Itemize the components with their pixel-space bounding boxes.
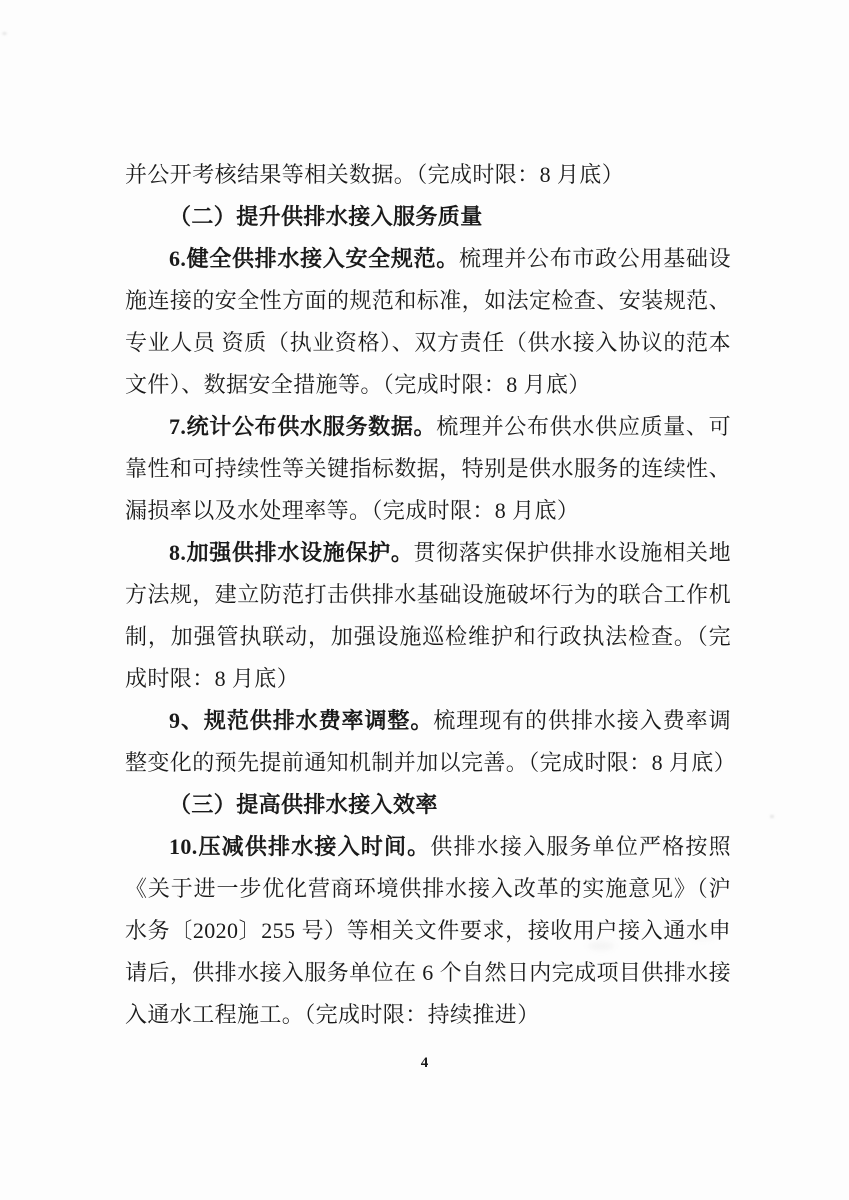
bold-run: 7.统计公布供水服务数据。	[169, 414, 437, 439]
heading-section-2	[125, 196, 731, 238]
bold-run: 9、规范供排水费率调整。	[169, 708, 434, 733]
text-run: 贯彻落实保护供排水设施相关地方法规，建立防范打击供排水基础设施破坏行为的联合工作机制，加强管执联动，加强设施巡检维护和行政执法检查。（完成时限：8 月底）	[125, 540, 731, 691]
item-7	[125, 406, 731, 532]
item-8	[125, 532, 731, 700]
bold-run: 6.健全供排水接入安全规范。	[169, 246, 459, 271]
text-block	[125, 154, 737, 1036]
text-run: 供排水接入服务单位严格按照《关于进一步优化营商环境供排水接入改革的实施意见》（沪水务〔2020〕255 号）等相关文件要求，接收用户接入通水申请后，供排水接入服务单位在 6 个自然日内完成项目供排水接入通水工程施工。（完成时限：持续推进）	[125, 834, 732, 1027]
scan-artifact	[2, 32, 7, 35]
para-carryover	[125, 154, 731, 196]
bold-run: （三）提高供排水接入效率	[169, 792, 438, 817]
text-run: 梳理现有的供排水接入费率调整变化的预先提前通知机制并加以完善。（完成时限：8 月底）	[125, 708, 737, 775]
bold-run: 10.压减供排水接入时间。	[169, 834, 431, 859]
scan-artifact	[770, 815, 774, 818]
heading-section-3	[125, 784, 731, 826]
text-run: 梳理并公布市政公用基础设施连接的安全性方面的规范和标准，如法定检查、安装规范、专业人员 资质（执业资格）、双方责任（供水接入协议的范本文件）、数据安全措施等。（完成时限：8 月底）	[125, 246, 731, 397]
bold-run: 8.加强供排水设施保护。	[169, 540, 414, 565]
text-run: 并公开考核结果等相关数据。（完成时限：8 月底）	[125, 162, 625, 187]
item-9	[125, 700, 737, 784]
page-number: 4	[420, 1055, 429, 1071]
bold-run: （二）提升供排水接入服务质量	[169, 204, 483, 229]
item-10	[125, 826, 731, 1036]
item-6	[125, 238, 731, 406]
text-run: 梳理并公布供水供应质量、可靠性和可持续性等关键指标数据，特别是供水服务的连续性、漏损率以及水处理率等。（完成时限：8 月底）	[125, 414, 731, 523]
